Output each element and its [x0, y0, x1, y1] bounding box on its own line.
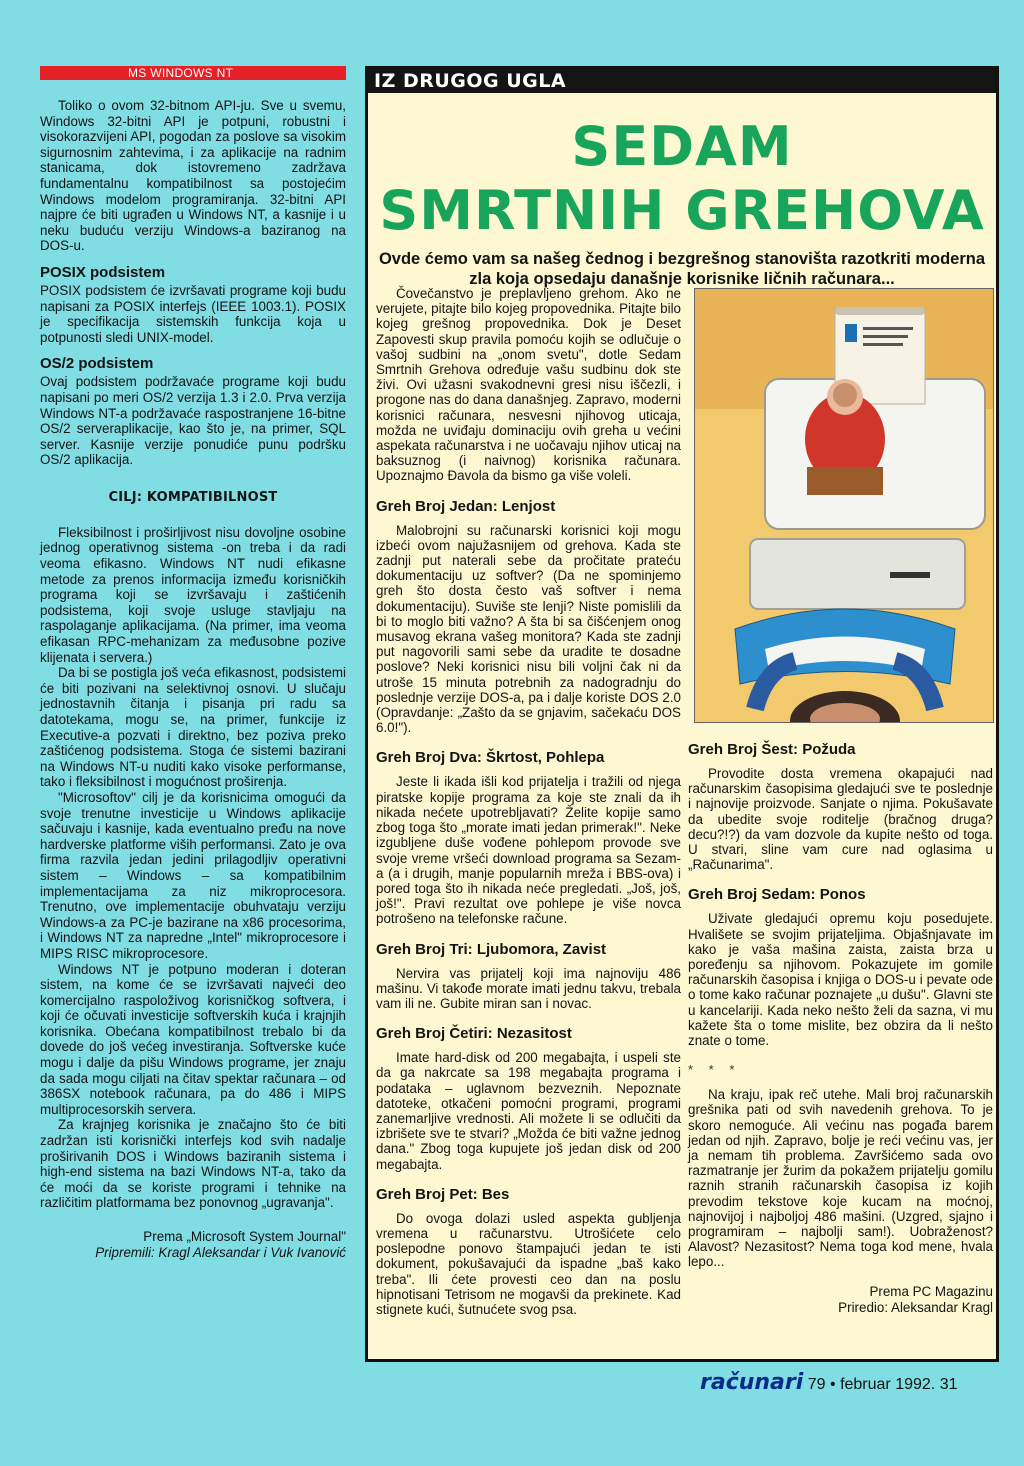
paragraph: Toliko o ovom 32-bitnom API-ju. Sve u svemu, Windows 32-bitni API je potpuni, robustni i visokorazvijeni API, pogodan za poslove sa visokim sigurnosnim zahtevima, i za aplikacije na radnim stanicama, dok istovremeno zadržava fundamentalnu kompatibilnost sa postojećim Windows modelom programiranja. 32-bitni API najpre će biti ugrađen u Windows NT, a kasnije i u neku buduću verziju Windows-a baziranog na DOS-u.	[40, 98, 346, 254]
paragraph: Nervira vas prijatelj koji ima najnoviju 486 mašinu. Vi takođe morate imati jednu takvu, trebala vam ili ne. Gubite miran san i novac.	[376, 965, 681, 1011]
illustration	[694, 288, 994, 723]
paragraph: Za krajnjeg korisnika je značajno što će biti zadržan isti korisnički interfejs kod svih nadalje proširivanih DOS i Windows baziranih sistema i high-end sistema na bazi Windows NT-a, tako da će moći da se koriste programi i tehnike na različitim platformama bez ponovnog „ugravanja".	[40, 1117, 346, 1211]
headline-line-1: SEDAM	[571, 115, 793, 178]
paragraph: Čovečanstvo je preplavljeno grehom. Ako ne verujete, pitajte bilo kojeg propovednika. Pitajte bilo kojeg grešnog propovednika. Dok je Deset Zapovesti skup pravila pomoću kojih se odlučuje o vašoj sudbini na „onom svetu", dotle Sedam Smrtnih Grehova određuje vašu sudbinu dok ste živi. Ovi užasni svakodnevni gresi nisu iščezli, i progone nas do dana današnjeg. Zapravo, moderni korisnici računara, nesvesni njihovog uticaja, možda ne uviđaju dominaciju ovih greha u većini aspekata računarstva i ne uočavaju njihov uticaj na baksuznog (i naivnog) korisnika računara. Upoznajmo Đavola da bismo ga više voleli.	[376, 286, 681, 484]
page-number: 31	[939, 1376, 958, 1393]
headline-line-2: SMRTNIH GREHOVA	[379, 179, 985, 242]
paragraph: POSIX podsistem će izvršavati programe koji budu napisani za POSIX interfejs (IEEE 1003.1). POSIX je specifikacija sistemskih funkcija koja u potpunosti sledi UNIX-model.	[40, 282, 346, 345]
box-column-left	[376, 286, 681, 1317]
section-heading: OS/2 podsistem	[40, 355, 154, 373]
box-header: IZ DRUGOG UGLA	[368, 69, 996, 93]
credit-editor: Priredio: Aleksandar Kragl	[838, 1299, 993, 1315]
paragraph: Jeste li ikada išli kod prijatelja i tražili od njega piratske kopije programa za koje ste znali da ih nikada nećete upotrebljavati? Želite kopije samo zbog toga što „morate imati jedan primerak!". Neke izgubljene duše vođene pohlepom provode sve svoje vreme vršeći download programa sa Sezam-a (a i drugih, manje popularnih mreža i BBS-ova) i pored toga što ih nikada neće pregledati. „Još, još, još!". Pravi rezultat ove pohlepe je više novca potrošeno na telefonske račune.	[376, 774, 681, 927]
paragraph: Da bi se postigla još veća efikasnost, podsistemi će biti pozivani na selektivnoj osnovi. U slučaju jednostavnih čitanja i pisanja pri radu sa datotekama, mogu se, na primer, funkcije iz Executive-a pozvati i direktno, bez poziva preko zaštićenog podsistema. Stoga će sistemi bazirani na Windows NT-u nuditi kako visoke performanse, tako i fleksibilnost i mogućnost proširenja.	[40, 665, 346, 790]
issue-date: februar 1992.	[840, 1376, 936, 1393]
paragraph: Uživate gledajući opremu koju posedujete. Hvališete se svojim prijateljima. Objašnjavate im kako je vaša mašina zaista, zaista brza u poređenju sa njihovom. Pokazujete im gomile računarskih časopisa i knjiga o DOS-u i pevate ode o tome kako računar poznajete „u dušu". Glavni ste u kancelariji. Kada neko nešto želi da sazna, vi mu kažete šta o tome mislite, bez obzira da li nešto znate o tome.	[688, 911, 993, 1049]
bullet: •	[830, 1376, 836, 1393]
box-credit	[688, 1284, 993, 1316]
credit-authors: Pripremili: Kragl Aleksandar i Vuk Ivanović	[95, 1245, 346, 1260]
paragraph: "Microsoftov" cilj je da korisnicima omogući da svoje trenutne investicije u Windows aplikacije sačuvaju i kasnije, kada eventualno pređu na nove hardverske platforme viših performansi. Zato je ova firma razvila jedan jedini prilagodljiv operativni sistem – Windows – sa kompatibilnim implementacijama za niz mikroprocesora. Trenutno, ove implementacije obuhvataju verziju Windows-a za PC-je bazirane na x86 procesorima, i Windows NT za napredne „Intel" mikroprocesore i MIPS RISC mikroprocesore.	[40, 789, 346, 961]
issue-number: 79	[807, 1376, 826, 1393]
deck: Ovde ćemo vam sa našeg čednog i bezgrešnog stanovišta razotkriti moderna zla koja opsedaju današnje korisnike ličnih računara...	[378, 250, 986, 288]
credit-source: Prema „Microsoft System Journal"	[143, 1229, 346, 1244]
sin-heading: Greh Broj Četiri: Nezasitost	[376, 1025, 572, 1043]
sin-heading: Greh Broj Tri: Ljubomora, Zavist	[376, 940, 607, 958]
sin-heading: Greh Broj Sedam: Ponos	[688, 886, 866, 904]
paragraph: Provodite dosta vremena okapajući nad računarskim časopisima gledajući sve te poslednje i najnovije proizvode. Sanjate o njima. Pokušavate da ubedite svoje roditelje (bračnog druga? decu?!?) da vam dozvole da kupite nešto od toga. U stvari, sline vam cure nad oglasima u „Računarima".	[688, 766, 993, 873]
paragraph: Ovaj podsistem podržavaće programe koji budu napisani po meri OS/2 verzija 1.3 i 2.0. Prva verzija Windows NT-a podržavaće raspostranjene 16-bitne OS/2 serveraplikacije, kao što je, na primer, SQL server. Kasnije verzije ponudiće punu podršku OS/2 aplikacija.	[40, 374, 346, 468]
headline	[368, 115, 996, 242]
magazine-logo: računari	[700, 1370, 804, 1395]
paragraph: Do ovoga dolazi usled aspekta gubljenja vremena u računarstvu. Utrošićete celo poslepodne ponovo štampajući jedan te isti dokument, pokušavajući da ispadne „baš kako treba". Ili ćete provesti ceo dan na poslu hipnotisani Tetrisom ne mogavši da prekinete. Kad stignete kući, šutnućete svog psa.	[376, 1210, 681, 1317]
box-column-right	[688, 741, 993, 1316]
subheading: CILJ: KOMPATIBILNOST	[108, 489, 278, 505]
separator-stars: * * *	[688, 1062, 741, 1078]
sin-heading: Greh Broj Dva: Škrtost, Pohlepa	[376, 749, 605, 767]
paragraph: Malobrojni su računarski korisnici koji mogu izbeći ovom najužasnijem od grehova. Kada ste zadnji put naterali sebe da pročitate prateću dokumentaciju uz softver? (Da ne spominjemo greh što dosta često vaš softver i nema dokumentaciju). Suviše ste lenji? Niste pomislili da bi to moglo biti važno? A šta bi sa čišćenjem onog musavog ekrana vašeg monitora? Kada ste zadnji put nagovorili sami sebe da uradite te dosadne poslove? Neki korisnici nisu bili voljni čak ni da utroše 15 minuta potrebnih za nadogradnju do poslednje verzije DOS-a, pa i dalje koriste DOS 2.0 (Opravdanje: „Zašto da se gnjavim, sačekaću DOS 6.0!").	[376, 522, 681, 736]
article-credit	[40, 1229, 346, 1261]
computer-user-illustration	[695, 289, 994, 723]
feature-box	[365, 66, 999, 1362]
sin-heading: Greh Broj Šest: Požuda	[688, 741, 856, 758]
sin-heading: Greh Broj Jedan: Lenjost	[376, 497, 556, 515]
left-article	[40, 66, 346, 1261]
credit-source: Prema PC Magazinu	[869, 1283, 993, 1299]
section-bar: MS WINDOWS NT	[40, 66, 346, 80]
sin-heading: Greh Broj Pet: Bes	[376, 1185, 510, 1203]
section-heading: POSIX podsistem	[40, 263, 166, 281]
paragraph: Imate hard-disk od 200 megabajta, i uspeli ste da ga nakrcate sa 198 megabajta programa i podataka – uglavnom bezveznih. Nepoznate datoteke, otkačeni pomoćni programi, programi zanemarljive vrednosti. Ali možete li se odlučiti da izbrišete sve te stvari? „Možda će biti važne jednog dana." Zbog toga kupujete još jedan disk od 200 megabajta.	[376, 1050, 681, 1172]
paragraph: Windows NT je potpuno moderan i doteran sistem, na kome će se izvršavati najveći deo komercijalno raspoloživog korisničkog softvera, i koji će očuvati investicije softverskih kuća i krajnjih korisnika. Obećana kompatibilnost trebalo bi da dovede do još većeg investiranja. Softverske kuće mogu i dalje da pišu Windows programe, jer znaju da sada mogu ciljati na čitav spektar računara – od 386SX notebook računara, pa do 486 i MIPS multiprocesorskih servera.	[40, 961, 346, 1117]
paragraph: Na kraju, ipak reč utehe. Mali broj računarskih grešnika pati od svih navedenih grehova. To je skoro nemoguće. Ali većinu nas pogađa barem jedan od njih. Zapravo, bolje je reći većinu vas, jer ja nemam tih problema. Završićemo sada ovo razmatranje jer žurim da pokažem prijatelju gomilu raznih stranih računarskih časopisa iz kojih prevodim tekstove koje kucam na moćnoj, najnovijoj i najboljoj 486 mašini. (Uzgred, sjajno i programiram – najbolji sam!). Uobraženost? Alavost? Nezasitost? Nema toga kod mene, hvala lepo...	[688, 1087, 993, 1270]
paragraph: Fleksibilnost i proširljivost nisu dovoljne osobine jednog operativnog sistema -on treba i da radi veoma efikasno. Windows NT nudi efikasne metode za prenos informacija između korisničkih programa koji se izvršavaju i zaštićenih podsistema, koji svoje usluge stavljaju na raspolaganje aplikacijama. (Na primer, ima veoma efikasan RPC-mehanizam za međusobne pozive klijenata i servera.)	[40, 524, 346, 665]
page-footer	[700, 1370, 958, 1395]
